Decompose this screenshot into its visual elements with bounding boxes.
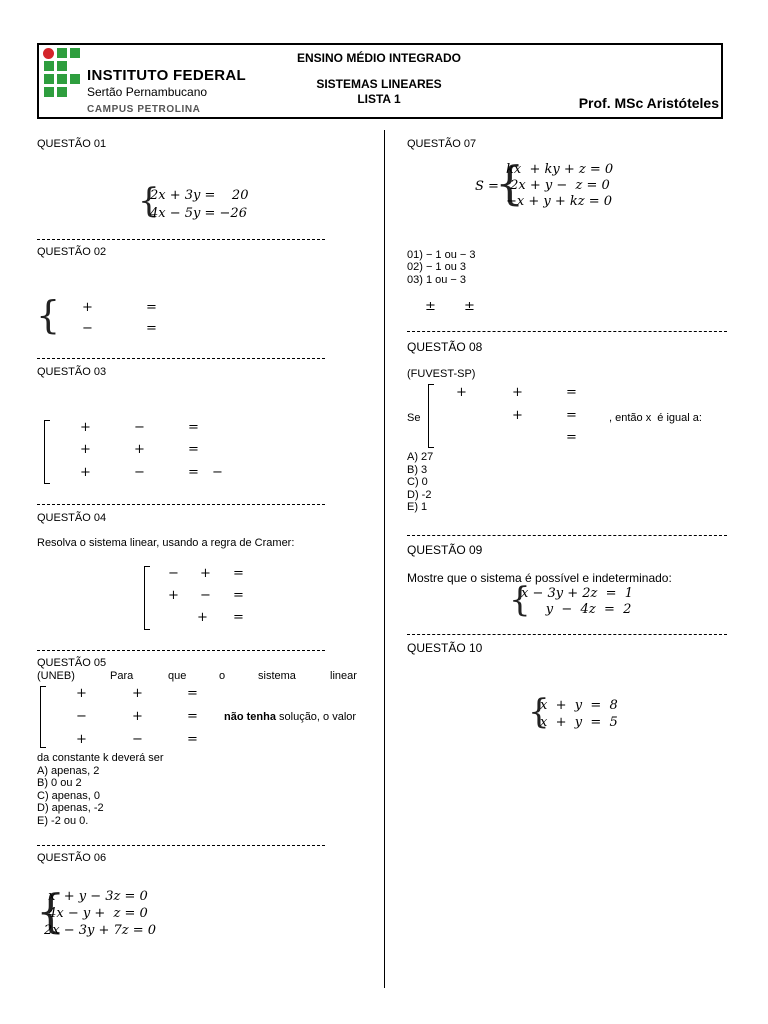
separator	[407, 535, 727, 536]
q09-eq2: y − 4z = 2	[521, 602, 632, 617]
math-operator: −	[168, 566, 179, 581]
math-operator: +	[134, 442, 145, 457]
q09-title: QUESTÃO 09	[407, 543, 483, 557]
q08-title: QUESTÃO 08	[407, 340, 483, 354]
q02-brace: {	[36, 293, 61, 337]
math-operator: +	[76, 686, 87, 701]
math-operator: +	[80, 465, 91, 480]
math-operator: =	[188, 465, 199, 480]
q01-title: QUESTÃO 01	[37, 138, 107, 150]
math-operator: −	[134, 465, 145, 480]
math-operator: +	[80, 420, 91, 435]
q08-source: (FUVEST-SP)	[407, 368, 476, 380]
q09-prompt: Mostre que o sistema é possível e indeterminado:	[407, 571, 672, 585]
separator	[37, 650, 325, 651]
math-operator: −	[134, 420, 145, 435]
logo-square	[57, 74, 67, 84]
q05-condition-rest: solução, o valor	[275, 711, 357, 723]
page-header	[37, 43, 723, 119]
q05-bold-text: não tenha	[224, 711, 276, 723]
campus-name: CAMPUS PETROLINA	[87, 104, 201, 115]
q03-brace	[44, 420, 50, 484]
math-operator: =	[233, 610, 244, 625]
q07-option: 03) 1 ou − 3	[407, 274, 467, 286]
q05-title: QUESTÃO 05	[37, 657, 107, 669]
q08-option: D) -2	[407, 489, 432, 501]
q08-brace	[428, 384, 434, 448]
q01-eq1: 2x + 3y = 20	[150, 188, 249, 203]
q06-brace: {	[36, 884, 66, 938]
math-operator: −	[212, 465, 223, 480]
q10-title: QUESTÃO 10	[407, 641, 483, 655]
separator	[407, 634, 727, 635]
math-operator: =	[187, 709, 198, 724]
q05-intro-word: que	[168, 670, 187, 682]
logo-square	[57, 61, 67, 71]
q04-brace	[144, 566, 150, 630]
logo-square	[70, 48, 80, 58]
q06-eq1: x + y − 3z = 0	[44, 889, 148, 904]
q05-option: E) -2 ou 0.	[37, 815, 89, 827]
q05-intro-word: sistema	[258, 670, 296, 682]
math-operator: =	[187, 732, 198, 747]
q07-title: QUESTÃO 07	[407, 138, 477, 150]
q07-brace: {	[495, 156, 525, 210]
math-operator: ±	[464, 299, 475, 314]
q08-option: E) 1	[407, 501, 428, 513]
q06-title: QUESTÃO 06	[37, 852, 107, 864]
math-operator: =	[233, 588, 244, 603]
separator	[37, 845, 325, 846]
q05-condition	[224, 711, 356, 723]
q10-eq1: x + y = 8	[540, 698, 618, 713]
q05-brace	[40, 686, 46, 748]
logo-square	[70, 74, 80, 84]
math-operator: +	[200, 566, 211, 581]
logo-square	[57, 87, 67, 97]
q08-option: B) 3	[407, 464, 428, 476]
math-operator: =	[566, 430, 577, 445]
q02-minus: −	[82, 321, 93, 336]
math-operator: =	[187, 686, 198, 701]
q08-then-text: , então x é igual a:	[609, 412, 702, 424]
q02-equals: =	[146, 321, 157, 336]
math-operator: =	[188, 442, 199, 457]
math-operator: −	[132, 732, 143, 747]
math-operator: +	[512, 385, 523, 400]
q10-brace: {	[528, 692, 550, 732]
math-operator: +	[132, 686, 143, 701]
q07-eq2: 2x + y − z = 0	[506, 178, 610, 193]
q02-plus: +	[82, 300, 93, 315]
q05-intro-word: Para	[110, 670, 134, 682]
math-operator: +	[80, 442, 91, 457]
q02-title: QUESTÃO 02	[37, 246, 107, 258]
math-operator: +	[456, 385, 467, 400]
institution-subtitle: Sertão Pernambucano	[87, 85, 208, 99]
q03-title: QUESTÃO 03	[37, 366, 107, 378]
math-operator: +	[197, 610, 208, 625]
q04-prompt: Resolva o sistema linear, usando a regra de Cramer:	[37, 537, 295, 549]
q08-se: Se	[407, 412, 421, 424]
q05-option: D) apenas, -2	[37, 802, 104, 814]
q09-brace: {	[509, 580, 531, 620]
q08-option: A) 27	[407, 451, 434, 463]
math-operator: =	[188, 420, 199, 435]
math-operator: +	[76, 732, 87, 747]
q05-intro-word: linear	[330, 670, 357, 682]
q07-lhs: S =	[475, 179, 499, 194]
q08-option: C) 0	[407, 476, 428, 488]
institution-name: INSTITUTO FEDERAL	[87, 67, 246, 84]
q07-eq3: −x + y + kz = 0	[506, 194, 613, 209]
math-operator: +	[168, 588, 179, 603]
column-divider	[384, 130, 385, 988]
q06-eq2: 4x − y + z = 0	[44, 906, 148, 921]
math-operator: =	[566, 408, 577, 423]
q09-eq1: x − 3y + 2z = 1	[521, 586, 634, 601]
math-operator: −	[200, 588, 211, 603]
q02-equals: =	[146, 300, 157, 315]
logo-square	[44, 87, 54, 97]
q05-intro-word: o	[219, 670, 226, 682]
math-operator: ±	[425, 299, 436, 314]
q05-option: B) 0 ou 2	[37, 777, 82, 789]
math-operator: =	[566, 385, 577, 400]
separator	[37, 239, 325, 240]
separator	[407, 331, 727, 332]
course-title: ENSINO MÉDIO INTEGRADO	[296, 51, 461, 65]
q05-continuation: da constante k deverá ser	[37, 752, 164, 764]
q01-brace: {	[138, 181, 160, 221]
q07-option: 01) − 1 ou − 3	[407, 249, 476, 261]
q01-eq2: 4x − 5y = −26	[150, 206, 247, 221]
list-title: LISTA 1	[357, 92, 401, 106]
separator	[37, 504, 325, 505]
math-operator: −	[76, 709, 87, 724]
logo-red-dot	[43, 48, 54, 59]
logo-square	[44, 74, 54, 84]
math-operator: =	[233, 566, 244, 581]
math-operator: +	[512, 408, 523, 423]
q05-option: A) apenas, 2	[37, 765, 100, 777]
professor-name: Prof. MSc Aristóteles	[578, 95, 719, 111]
math-operator: +	[132, 709, 143, 724]
q07-option: 02) − 1 ou 3	[407, 261, 467, 273]
q10-eq2: x + y = 5	[540, 715, 618, 730]
logo-square	[44, 61, 54, 71]
q07-eq1: kx + ky + z = 0	[506, 162, 614, 177]
q05-option: C) apenas, 0	[37, 790, 100, 802]
q05-intro-word: (UNEB)	[37, 670, 75, 682]
q04-title: QUESTÃO 04	[37, 512, 107, 524]
logo-square	[57, 48, 67, 58]
separator	[37, 358, 325, 359]
topic-title: SISTEMAS LINEARES	[316, 77, 442, 91]
q06-eq3: 2x − 3y + 7z = 0	[44, 923, 157, 938]
